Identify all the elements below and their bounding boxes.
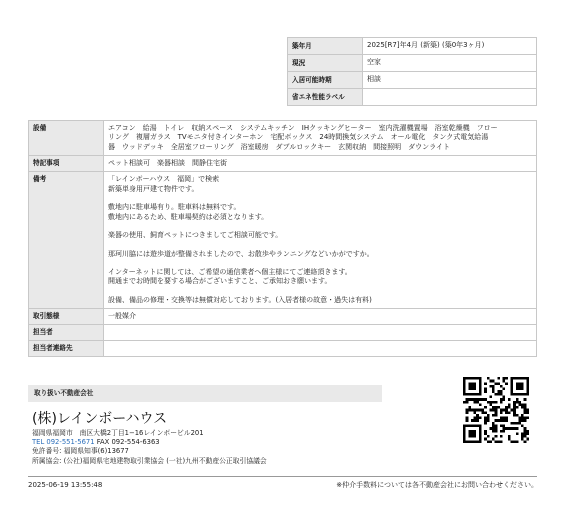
- summary-label: 入居可能時期: [288, 72, 363, 89]
- print-datetime: 2025-06-19 13:55:48: [28, 481, 103, 489]
- remark-line: 「レインボーハウス 福岡」で検索: [108, 175, 220, 184]
- company-name: (株)レインボーハウス: [32, 411, 168, 427]
- summary-label: 現況: [288, 55, 363, 72]
- company-address: 福岡県福岡市 南区大橋2丁目1−16レインボービル201: [32, 429, 204, 437]
- summary-value: 空家: [363, 55, 537, 72]
- remark-line: インターネットに関しては、ご希望の通信業者へ個主様にてご連絡頂きます。: [108, 267, 352, 276]
- remark-spacer: [108, 241, 532, 250]
- tel-prefix: TEL: [32, 438, 47, 447]
- special-label: 特記事項: [29, 156, 104, 172]
- summary-label: 築年月: [288, 38, 363, 55]
- equipment-label: 設備: [29, 121, 104, 156]
- remark-line: 敷地内に駐車場有り。駐車料は無料です。: [108, 203, 241, 212]
- remarks-row: [29, 172, 537, 309]
- remark-spacer: [108, 222, 532, 231]
- fax-number: FAX 092-554-6363: [94, 438, 160, 447]
- special-row: [29, 156, 537, 172]
- summary-value: 相談: [363, 72, 537, 89]
- equipment-line: エアコン 給湯 トイレ 収納スペース システムキッチン IHクッキングヒーター 室内洗濯機置場 浴室乾燥機 フロー: [108, 124, 498, 132]
- person-value: [104, 325, 537, 341]
- qr-code-icon: [463, 377, 529, 443]
- transaction-label: 取引態様: [29, 309, 104, 325]
- remark-line: 楽器の使用、飼育ペットにつきましてご相談可能です。: [108, 231, 283, 240]
- remark-spacer: [108, 194, 532, 203]
- transaction-value: 一般媒介: [104, 309, 537, 325]
- details-table: [28, 120, 537, 357]
- tel-link[interactable]: 092-551-5671: [46, 438, 95, 447]
- equipment-line: リング 複層ガラス TVモニタ付きインターホン 宅配ボックス 24時間換気システム オール電化 タンク式電気給湯: [108, 133, 489, 142]
- remark-line: 新築単身用戸建て物件です。: [108, 184, 199, 193]
- contact-row: [29, 341, 537, 357]
- summary-value: [363, 89, 537, 106]
- summary-value: 2025[R7]年4月 (新築) (築0年3ヶ月): [363, 38, 537, 55]
- summary-row-built: [288, 38, 537, 55]
- summary-row-energy-label: [288, 89, 537, 106]
- person-row: [29, 325, 537, 341]
- footer-divider: [28, 476, 537, 477]
- contact-value: [104, 341, 537, 357]
- footer-note: ※仲介手数料については各不動産会社にお問い合わせください。: [336, 481, 538, 489]
- summary-row-move-in: [288, 72, 537, 89]
- remarks-label: 備考: [29, 172, 104, 309]
- summary-label: 省エネ性能ラベル: [288, 89, 363, 106]
- remark-line: 開通までお時間を要する場合がございますこと、ご承知おき願います。: [108, 277, 332, 286]
- transaction-row: [29, 309, 537, 325]
- remark-spacer: [108, 287, 532, 296]
- agent-info: [32, 410, 452, 466]
- license-number: 免許番号: 福岡県知事(6)13677: [32, 447, 129, 456]
- association: 所属協会: (公社)福岡県宅地建物取引業協会 (一社)九州不動産公正取引協議会: [32, 456, 267, 465]
- summary-row-status: [288, 55, 537, 72]
- equipment-row: [29, 121, 537, 156]
- remark-line: 敷地内にあるため、駐車場契約は必須となります。: [108, 212, 269, 221]
- person-label: 担当者: [29, 325, 104, 341]
- remark-line: 那珂川脇には遊歩道が整備されましたので、お散歩やランニングなどいかがですか。: [108, 249, 374, 258]
- remark-spacer: [108, 259, 532, 268]
- summary-table: [287, 37, 537, 106]
- agent-section-header: 取り扱い不動産会社: [28, 385, 382, 402]
- remarks-value: [104, 172, 537, 309]
- contact-label: 担当者連絡先: [29, 341, 104, 357]
- equipment-line: 器 ウッドデッキ 全居室フローリング 浴室暖房 ダブルロックキー 玄関収納 間接照明 ダウンライト: [108, 142, 450, 151]
- equipment-value: [104, 121, 537, 156]
- remark-line: 設備、備品の修理・交換等は無償対応しております。(入居者様の故意・過失は有料): [108, 295, 372, 304]
- special-value: ペット相談可 楽器相談 間静住宅街: [104, 156, 537, 172]
